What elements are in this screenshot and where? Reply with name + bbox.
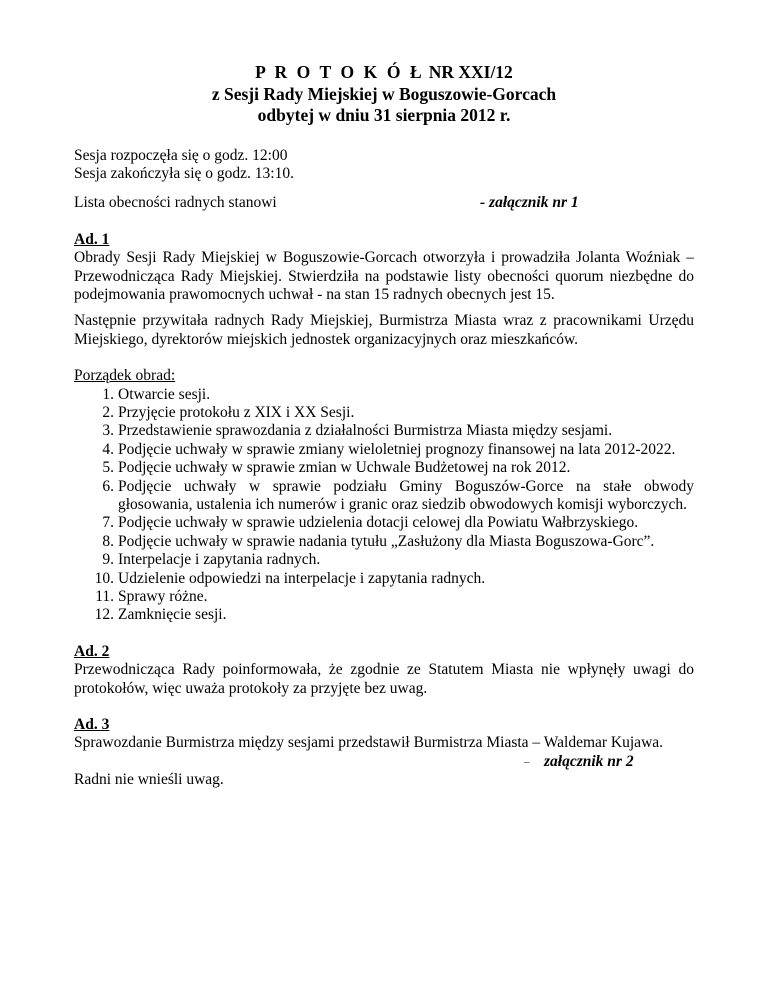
agenda-item-number: 8. [102,532,114,550]
title-protokol: P R O T O K Ó Ł [255,62,425,82]
agenda-item-text: Otwarcie sesji. [118,385,211,403]
agenda-item [74,404,694,422]
agenda-item [74,533,694,551]
agenda-item-number: 6. [102,477,114,495]
document-title [74,62,694,84]
agenda-item [74,606,694,624]
agenda-item-text: Podjęcie uchwały w sprawie udzielenia dotacji celowej dla Powiatu Wałbrzyskiego. [118,514,639,532]
title-subtitle-1: z Sesji Rady Miejskiej w Boguszowie-Gorcach [211,83,557,104]
agenda-item [74,588,694,606]
attachment-2-line [74,753,694,771]
agenda-item-number: 2. [102,403,114,421]
agenda-item [74,551,694,569]
agenda-item-number: 10. [94,569,114,587]
ad2-heading: Ad. 2 [74,642,110,660]
agenda-item-number: 1. [102,385,114,403]
agenda-item-text: Podjęcie uchwały w sprawie nadania tytułu „Zasłużony dla Miasta Boguszowa-Gorc”. [118,532,655,550]
agenda-item-text: Podjęcie uchwały w sprawie zmiany wieloletniej prognozy finansowej na lata 2012-2022. [118,440,676,458]
agenda-item-number: 4. [102,440,114,458]
agenda-item-number: 5. [102,459,114,477]
agenda-item-number: 11. [95,588,114,606]
ad3-heading: Ad. 3 [74,716,110,734]
attachment-2-dash: – [524,755,530,768]
agenda-item [74,459,694,477]
agenda-item-number: 7. [102,514,114,532]
title-number: NR XXI/12 [428,62,513,82]
agenda-list [74,386,694,625]
agenda-item [74,478,694,515]
agenda-item-text: Podjęcie uchwały w sprawie zmian w Uchwale Budżetowej na rok 2012. [118,459,571,477]
agenda-item-number: 12. [94,606,114,624]
agenda-item-text: Zamknięcie sesji. [118,606,227,624]
agenda-heading: Porządek obrad: [74,367,176,385]
session-end: Sesja zakończyła się o godz. 13:10. [74,164,294,182]
ad1-paragraph-2: Następnie przywitała radnych Rady Miejskiej, Burmistrza Miasta wraz z pracownikami Urzędu Miejskiego, dyrektorów miejskich jednostek organizacyjnych oraz mieszkańców. [74,312,694,348]
agenda-item-text: Interpelacje i zapytania radnych. [118,551,321,569]
ad3-text: Sprawozdanie Burmistrza między sesjami przedstawił Burmistrza Miasta – Waldemar Kujawa. [74,734,664,752]
ad1-paragraph-1: Obrady Sesji Rady Miejskiej w Boguszowie-Gorcach otworzyła i prowadziła Jolanta Woźniak – Przewodnicząca Rady Miejskiej. Stwierdziła na podstawie listy obecności quorum niezbędne do podejmowania prawomocnych uchwał - na stan 15 radnych obecnych jest 15. [74,249,694,303]
agenda-item-text: Udzielenie odpowiedzi na interpelacje i zapytania radnych. [118,569,486,587]
title-subtitle-2: odbytej w dniu 31 sierpnia 2012 r. [257,105,511,125]
agenda-item-number: 3. [102,422,114,440]
attendance-text: Lista obecności radnych stanowi [74,194,277,212]
ad3-remark: Radni nie wnieśli uwag. [74,771,224,789]
agenda-item [74,570,694,588]
session-start: Sesja rozpoczęła się o godz. 12:00 [74,146,288,164]
agenda-item-text: Sprawy różne. [118,588,208,606]
attendance-line [74,194,694,212]
attachment-1: - załącznik nr 1 [480,194,579,212]
agenda-item-text: Podjęcie uchwały w sprawie podziału Gminy Boguszów-Gorce na stałe obwody głosowania, ustalenia ich numerów i granic oraz siedzib obwodowych komisji wyborczych. [118,477,694,513]
ad2-text: Przewodnicząca Rady poinformowała, że zgodnie ze Statutem Miasta nie wpłynęły uwagi do protokołów, więc uważa protokoły za przyjęte bez uwag. [74,661,694,697]
agenda-item-text: Przyjęcie protokołu z XIX i XX Sesji. [118,403,355,421]
agenda-item-number: 9. [102,551,114,569]
agenda-item [74,386,694,404]
document-page [74,62,694,790]
ad1-heading: Ad. 1 [74,230,110,248]
agenda-item [74,514,694,532]
attachment-2: załącznik nr 2 [544,752,634,770]
agenda-item [74,441,694,459]
agenda-item [74,422,694,440]
agenda-item-text: Przedstawienie sprawozdania z działalności Burmistrza Miasta między sesjami. [118,422,613,440]
